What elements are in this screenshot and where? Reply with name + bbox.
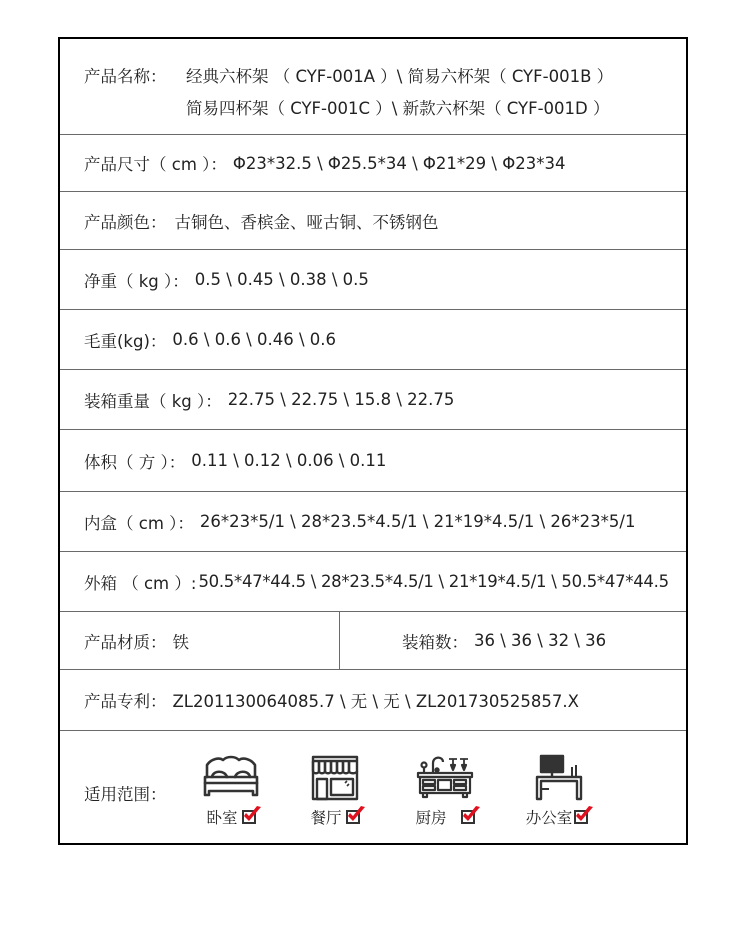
net-weight-label: 净重（ kg ）： [84, 271, 189, 291]
outer-box-label: 外箱 （ cm ）: [84, 573, 197, 593]
product-size-label: 产品尺寸（ cm ）： [84, 155, 227, 174]
scope-caption-restaurant [290, 806, 380, 828]
scope-caption-kitchen [400, 806, 490, 828]
checkmark-icon [347, 806, 367, 826]
product-name-value-1: 经典六杯架 （ CYF-001A ）\ 简易六杯架（ CYF-001B ） [186, 67, 614, 86]
gross-weight-value: 0.6 \ 0.6 \ 0.46 \ 0.6 [172, 330, 337, 349]
row-product-name [60, 39, 686, 135]
carton-weight-label: 装箱重量（ kg ）： [84, 391, 222, 411]
scope-label-office: 办公室 [525, 809, 573, 827]
scope-caption-office [512, 806, 602, 828]
scope-label: 适用范围： [84, 785, 167, 804]
row-product-size [60, 135, 686, 192]
product-color-value: 古铜色、香槟金、哑古铜、不锈钢色 [174, 212, 439, 232]
product-size-value: Φ23*32.5 \ Φ25.5*34 \ Φ21*29 \ Φ23*34 [232, 153, 566, 173]
patent-value: ZL201130064085.7 \ 无 \ 无 \ ZL201730525857.X [172, 692, 579, 711]
carton-qty-label: 装箱数： [402, 632, 468, 652]
inner-box-label: 内盒（ cm ）： [84, 513, 194, 533]
product-name-value-2: 简易四杯架（ CYF-001C ）\ 新款六杯架（ CYF-001D ） [186, 99, 610, 118]
row-product-color [60, 192, 686, 250]
row-application-scope [60, 731, 686, 843]
row-volume [60, 430, 686, 492]
row-gross-weight [60, 310, 686, 370]
office-checkbox[interactable] [574, 810, 588, 824]
kitchen-checkbox[interactable] [461, 810, 475, 824]
scope-label-bedroom: 卧室 [206, 809, 238, 827]
scope-item-restaurant [290, 753, 380, 828]
checkmark-icon [462, 806, 482, 826]
scope-label-restaurant: 餐厅 [310, 809, 342, 827]
row-outer-box [60, 552, 686, 612]
product-name-label: 产品名称： [84, 67, 167, 86]
carton-weight-value: 22.75 \ 22.75 \ 15.8 \ 22.75 [227, 390, 455, 409]
row-net-weight [60, 250, 686, 310]
scope-item-office [512, 753, 602, 828]
scope-label-kitchen: 厨房 [415, 809, 447, 827]
row-inner-box [60, 492, 686, 552]
checkmark-icon [575, 806, 595, 826]
scope-item-bedroom [186, 753, 276, 828]
outer-box-value: 50.5*47*44.5 \ 28*23.5*4.5/1 \ 21*19*4.5/1 \ 50.5*47*44.5 [198, 572, 669, 591]
patent-label: 产品专利： [84, 692, 167, 711]
gross-weight-label: 毛重(kg)： [84, 331, 167, 351]
volume-value: 0.11 \ 0.12 \ 0.06 \ 0.11 [191, 451, 387, 470]
product-spec-table [58, 37, 688, 845]
material-label: 产品材质： [84, 632, 167, 652]
bedroom-checkbox[interactable] [242, 810, 256, 824]
net-weight-value: 0.5 \ 0.45 \ 0.38 \ 0.5 [194, 270, 369, 289]
carton-qty-cell [340, 629, 686, 653]
bed-icon [201, 753, 261, 803]
scope-caption-bedroom [186, 806, 276, 828]
office-desk-icon [527, 753, 587, 803]
row-carton-weight [60, 370, 686, 430]
product-name-line-1 [60, 59, 686, 91]
restaurant-icon [305, 753, 365, 803]
material-cell [60, 612, 340, 669]
row-material-carton-qty [60, 612, 686, 670]
scope-item-kitchen [400, 753, 490, 828]
volume-label: 体积（ 方 ）： [84, 452, 186, 472]
material-value: 铁 [172, 632, 189, 652]
kitchen-icon [415, 753, 475, 803]
carton-qty-value: 36 \ 36 \ 32 \ 36 [474, 631, 607, 650]
restaurant-checkbox[interactable] [346, 810, 360, 824]
inner-box-value: 26*23*5/1 \ 28*23.5*4.5/1 \ 21*19*4.5/1 \ 26*23*5/1 [199, 512, 636, 531]
product-name-line-2 [60, 91, 686, 123]
product-color-label: 产品颜色： [84, 212, 167, 232]
checkmark-icon [243, 806, 263, 826]
row-patent [60, 670, 686, 731]
